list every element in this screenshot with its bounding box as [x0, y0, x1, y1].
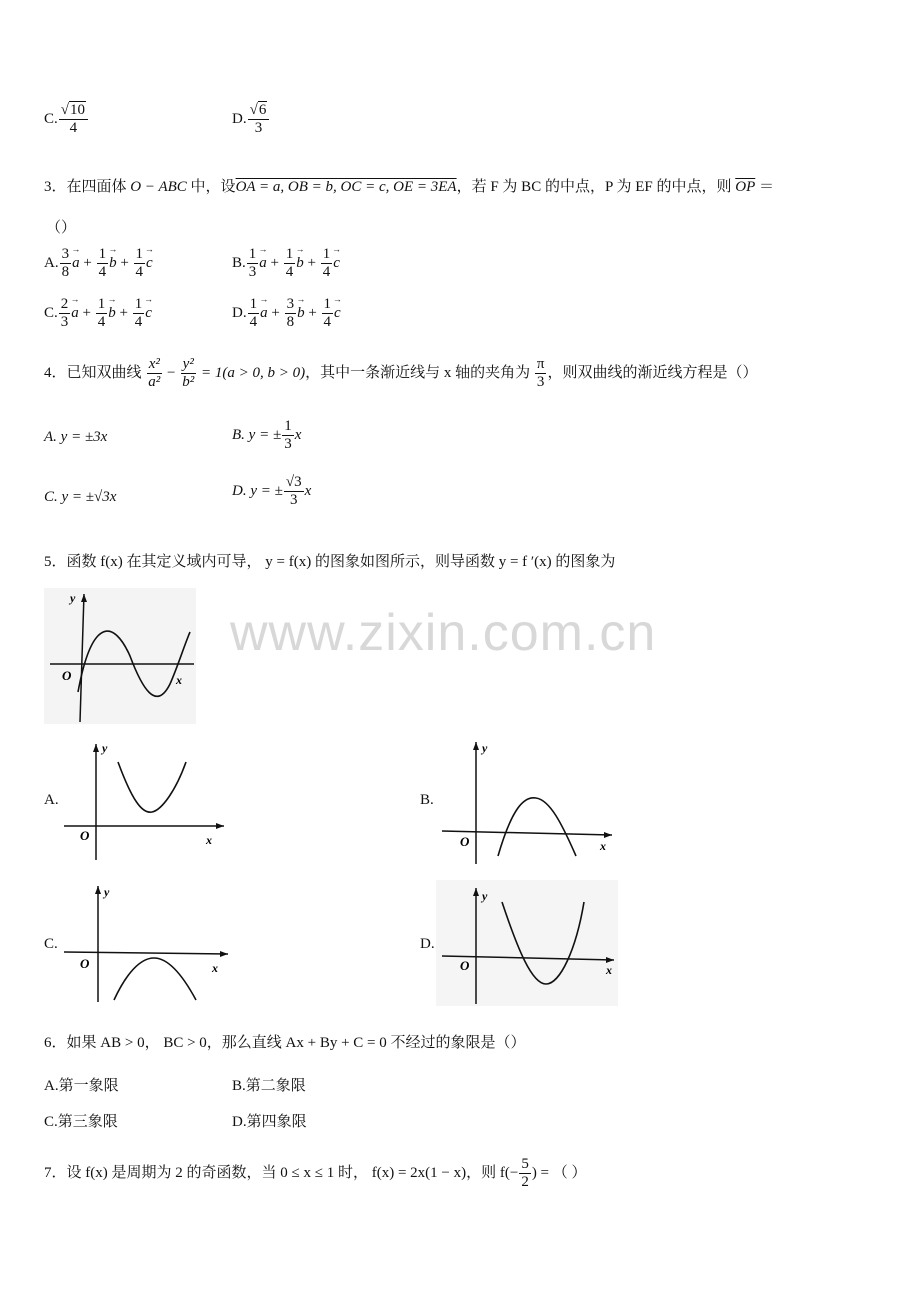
option-label: D. — [232, 111, 247, 128]
radicand: 6 — [258, 102, 267, 118]
q6-option-c: C.第三象限 — [44, 1114, 118, 1130]
question-number: 7． — [44, 1165, 67, 1182]
vector-definitions: OA = a, OB = b, OC = c, OE = 3EA — [235, 179, 457, 195]
option-label: D. — [232, 305, 247, 322]
angle-denominator: 3 — [536, 374, 545, 391]
stem-text: 函数 f(x) 在其定义域内可导， y = f(x) 的图象如图所示，则导函数 y = f ′(x) 的图象为 — [66, 554, 616, 570]
x-label: x — [206, 833, 212, 847]
option-text: x — [304, 483, 312, 500]
stem-text: 设 f(x) 是周期为 2 的奇函数，当 0 ≤ x ≤ 1 时， f(x) = 2x(1 − x)，则 f(− — [66, 1165, 519, 1182]
option-b-curve — [498, 798, 576, 856]
option-d-graph — [436, 880, 618, 1006]
origin-label: O — [460, 958, 470, 973]
stem-text: 在四面体 — [66, 179, 127, 195]
origin-label: O — [80, 828, 90, 843]
target-vector: $\overline{OP}$ — [735, 179, 756, 195]
denominator: 3 — [254, 120, 263, 137]
option-b-graph — [436, 738, 616, 866]
q6-stem — [44, 1031, 526, 1052]
stem-text: 已知双曲线 — [66, 365, 142, 382]
angle-numerator: π — [535, 356, 547, 374]
tetrahedron: O − ABC — [130, 179, 187, 195]
option-c-curve — [114, 958, 196, 1000]
option-a-graph — [60, 740, 228, 862]
stem-text: ，则双曲线的渐近线方程是（） — [547, 365, 758, 382]
q3-option-c: C. $\frac{2}{3}$ a → + $\frac{1}{4}$ b → + $\frac{1}{4}$ c → — [44, 296, 152, 332]
q5-option-c-label: C. — [44, 936, 58, 952]
x-label: x — [176, 673, 182, 687]
y-label: y — [70, 591, 76, 605]
stem-text: ，若 F 为 BC 的中点，P 为 EF 的中点，则 — [456, 179, 732, 195]
hyperbola-condition: = 1(a > 0, b > 0) — [201, 365, 306, 382]
denominator: 4 — [69, 120, 78, 137]
question-number: 5． — [44, 554, 67, 570]
fraction-denominator: 2 — [521, 1174, 529, 1191]
stem-text: ) = （ ） — [531, 1165, 587, 1182]
q6-option-b: B.第二象限 — [232, 1078, 306, 1094]
q7-stem — [44, 1156, 587, 1192]
q3-option-b: B. $\frac{1}{3}$ a → + $\frac{1}{4}$ b → + $\frac{1}{4}$ c → — [232, 246, 340, 282]
origin-label: O — [80, 956, 90, 971]
x-label: x — [212, 961, 218, 975]
q5-option-b-label: B. — [420, 792, 434, 808]
question-number: 3． — [44, 179, 67, 195]
stem-text: ，其中一条渐近线与 x 轴的夹角为 — [305, 365, 531, 382]
q4-option-b: B. y = ± $\frac{1}{3}$ x — [232, 418, 302, 453]
q4-option-a: A. y = ±3x — [44, 429, 108, 445]
question-number: 6． — [44, 1035, 67, 1051]
stem-text: 中，设 — [190, 179, 236, 195]
q3-stem — [44, 175, 774, 196]
radicand: 10 — [70, 102, 85, 118]
y-label: y — [104, 885, 110, 899]
q5-stem — [44, 550, 615, 571]
q6-option-d: D.第四象限 — [232, 1114, 307, 1130]
option-label: A. — [44, 255, 59, 272]
option-a-curve — [118, 762, 186, 812]
answer-blank: （） — [46, 220, 77, 236]
y-label: y — [102, 741, 108, 755]
y-label: y — [482, 741, 488, 755]
option-c-graph — [60, 882, 232, 1004]
q5-option-a-label: A. — [44, 792, 59, 808]
q5-option-d-label: D. — [420, 936, 435, 952]
q3-option-d: D. $\frac{1}{4}$ a → + $\frac{3}{8}$ b → + $\frac{1}{4}$ c → — [232, 296, 341, 332]
q2-option-c: C. $\frac{√10}{4}$ — [44, 102, 89, 138]
fraction-numerator: 5 — [519, 1156, 531, 1174]
option-text: B. y = ± — [232, 427, 282, 444]
x-axis — [64, 952, 228, 954]
q4-stem: 4．已知双曲线 $\frac{\text{x²}}{\text{a²}}$ − $\frac{\text{y²}}{\text{b²}}$ = 1(a > 0, b > 0)，其中一条渐近线与 x 轴的夹角为 $\frac{\pi}{3}$ ，则双曲线的渐近线方程是（） — [44, 356, 758, 391]
equals-sign: ＝ — [759, 179, 775, 195]
q2-option-d: D. $\frac{√6}{3}$ — [232, 102, 270, 138]
question-number: 4． — [44, 365, 67, 382]
stem-text: 如果 AB > 0， BC > 0，那么直线 Ax + By + C = 0 不经过的象限是（） — [66, 1035, 526, 1051]
origin-label: O — [460, 834, 470, 849]
y-label: y — [482, 889, 488, 903]
option-label: C. — [44, 111, 58, 128]
fx-graph — [44, 588, 196, 724]
q6-option-a: A.第一象限 — [44, 1078, 119, 1094]
option-text: x — [294, 427, 302, 444]
q4-option-d: D. y = ± $\frac{√3}{3}$ x — [232, 474, 312, 509]
option-label: C. — [44, 305, 58, 322]
x-label: x — [600, 839, 606, 853]
q4-option-c: C. y = ±√3x — [44, 489, 117, 505]
option-text: D. y = ± — [232, 483, 283, 500]
option-label: B. — [232, 255, 246, 272]
x-label: x — [606, 963, 612, 977]
watermark: www.zixin.com.cn — [230, 604, 657, 662]
q3-option-a: A. $\frac{3}{8}$ a → + $\frac{1}{4}$ b → + $\frac{1}{4}$ c → — [44, 246, 153, 282]
origin-label: O — [62, 668, 72, 683]
